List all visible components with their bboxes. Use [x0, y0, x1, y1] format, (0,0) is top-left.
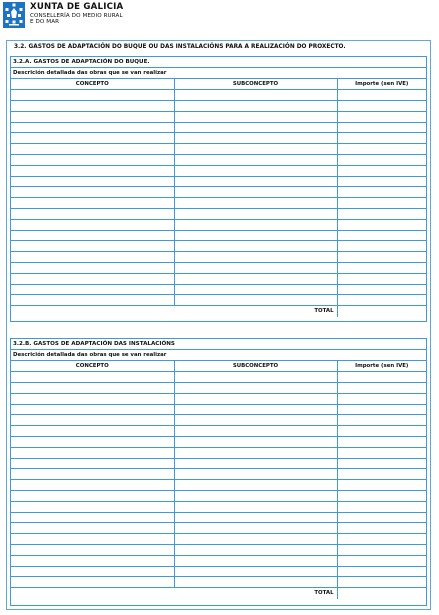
form-main-title: 3.2. GASTOS DE ADAPTACIÓN DO BUQUE OU DAS INSTALACIÓNS PARA A REALIZACIÓN DO PROXECTO. [14, 44, 346, 50]
subconcept-cell[interactable] [174, 415, 337, 426]
subconcept-cell[interactable] [174, 480, 337, 491]
amount-cell[interactable] [337, 230, 426, 241]
subconcept-cell[interactable] [174, 187, 337, 198]
amount-cell[interactable] [337, 437, 426, 448]
table-row [11, 263, 426, 274]
amount-cell[interactable] [337, 209, 426, 220]
table-row [11, 209, 426, 220]
department-line-2: E DO MAR [30, 19, 60, 26]
table-row [11, 273, 426, 284]
amount-cell[interactable] [337, 566, 426, 577]
amount-cell[interactable] [337, 501, 426, 512]
subconcept-cell[interactable] [174, 545, 337, 556]
concept-cell[interactable] [11, 198, 174, 209]
concept-cell[interactable] [11, 252, 174, 263]
concept-cell[interactable] [11, 545, 174, 556]
subconcept-cell[interactable] [174, 437, 337, 448]
section-title: 3.2.A. GASTOS DE ADAPTACIÓN DO BUQUE. [11, 57, 426, 68]
subconcept-cell[interactable] [174, 491, 337, 502]
table-row [11, 165, 426, 176]
amount-cell[interactable] [337, 273, 426, 284]
subconcept-cell[interactable] [174, 577, 337, 588]
column-header-amount: Importe (sen IVE) [337, 361, 426, 372]
section-description: Descrición detallada das obras que se van realizar [11, 68, 426, 79]
table-row [11, 566, 426, 577]
amount-cell[interactable] [337, 101, 426, 112]
amount-cell[interactable] [337, 480, 426, 491]
table-row [11, 534, 426, 545]
table-row [11, 555, 426, 566]
subconcept-cell[interactable] [174, 372, 337, 383]
amount-cell[interactable] [337, 426, 426, 437]
subconcept-cell[interactable] [174, 252, 337, 263]
subconcept-cell[interactable] [174, 284, 337, 295]
concept-cell[interactable] [11, 284, 174, 295]
concept-cell[interactable] [11, 90, 174, 101]
table-row [11, 176, 426, 187]
subconcept-cell[interactable] [174, 176, 337, 187]
table-row [11, 415, 426, 426]
amount-cell[interactable] [337, 512, 426, 523]
table-row [11, 155, 426, 166]
total-label: TOTAL [174, 588, 337, 599]
table-row [11, 90, 426, 101]
total-label: TOTAL [174, 306, 337, 317]
subconcept-cell[interactable] [174, 198, 337, 209]
amount-cell[interactable] [337, 165, 426, 176]
concept-cell[interactable] [11, 295, 174, 306]
table-row [11, 252, 426, 263]
amount-cell[interactable] [337, 155, 426, 166]
concept-cell[interactable] [11, 469, 174, 480]
amount-cell[interactable] [337, 555, 426, 566]
table-row [11, 458, 426, 469]
column-header-concept: CONCEPTO [11, 361, 174, 372]
amount-cell[interactable] [337, 447, 426, 458]
department-line-1: CONSELLERÍA DO MEDIO RURAL [30, 12, 123, 19]
section-title: 3.2.B. GASTOS DE ADAPTACIÓN DAS INSTALACIÓNS [11, 339, 426, 350]
amount-cell[interactable] [337, 372, 426, 383]
amount-cell[interactable] [337, 187, 426, 198]
amount-cell[interactable] [337, 144, 426, 155]
concept-cell[interactable] [11, 111, 174, 122]
concept-cell[interactable] [11, 534, 174, 545]
subconcept-cell[interactable] [174, 393, 337, 404]
table-row [11, 437, 426, 448]
concept-cell[interactable] [11, 437, 174, 448]
section-vessel-costs [10, 56, 427, 322]
concept-cell[interactable] [11, 426, 174, 437]
subconcept-cell[interactable] [174, 512, 337, 523]
subconcept-cell[interactable] [174, 155, 337, 166]
concept-cell[interactable] [11, 263, 174, 274]
concept-cell[interactable] [11, 480, 174, 491]
concept-cell[interactable] [11, 447, 174, 458]
concept-cell[interactable] [11, 133, 174, 144]
concept-cell[interactable] [11, 122, 174, 133]
concept-cell[interactable] [11, 555, 174, 566]
xunta-logo-icon [3, 2, 25, 28]
concept-cell[interactable] [11, 415, 174, 426]
amount-cell[interactable] [337, 404, 426, 415]
section-facility-costs [10, 338, 427, 606]
concept-cell[interactable] [11, 219, 174, 230]
total-spacer [11, 306, 174, 317]
table-row [11, 523, 426, 534]
table-row [11, 577, 426, 588]
table-row [11, 198, 426, 209]
subconcept-cell[interactable] [174, 383, 337, 394]
subconcept-cell[interactable] [174, 273, 337, 284]
concept-cell[interactable] [11, 566, 174, 577]
concept-cell[interactable] [11, 241, 174, 252]
subconcept-cell[interactable] [174, 523, 337, 534]
table-row [11, 122, 426, 133]
subconcept-cell[interactable] [174, 555, 337, 566]
amount-cell[interactable] [337, 545, 426, 556]
amount-cell[interactable] [337, 122, 426, 133]
table-row [11, 447, 426, 458]
amount-cell[interactable] [337, 241, 426, 252]
column-header-subconcept: SUBCONCEPTO [174, 361, 337, 372]
concept-cell[interactable] [11, 144, 174, 155]
table-row [11, 404, 426, 415]
concept-cell[interactable] [11, 273, 174, 284]
amount-cell[interactable] [337, 534, 426, 545]
subconcept-cell[interactable] [174, 295, 337, 306]
table-row [11, 512, 426, 523]
amount-cell[interactable] [337, 469, 426, 480]
subconcept-cell[interactable] [174, 111, 337, 122]
subconcept-cell[interactable] [174, 90, 337, 101]
concept-cell[interactable] [11, 501, 174, 512]
subconcept-cell[interactable] [174, 469, 337, 480]
amount-cell[interactable] [337, 577, 426, 588]
page-header [3, 2, 123, 32]
amount-cell[interactable] [337, 198, 426, 209]
table-row [11, 230, 426, 241]
amount-cell[interactable] [337, 491, 426, 502]
total-amount-cell[interactable] [337, 588, 426, 599]
concept-cell[interactable] [11, 491, 174, 502]
amount-cell[interactable] [337, 393, 426, 404]
costs-table [11, 361, 426, 599]
subconcept-cell[interactable] [174, 101, 337, 112]
concept-cell[interactable] [11, 209, 174, 220]
table-row [11, 241, 426, 252]
concept-cell[interactable] [11, 523, 174, 534]
amount-cell[interactable] [337, 295, 426, 306]
subconcept-cell[interactable] [174, 133, 337, 144]
subconcept-cell[interactable] [174, 458, 337, 469]
org-block [30, 2, 123, 26]
table-row [11, 393, 426, 404]
amount-cell[interactable] [337, 90, 426, 101]
table-row [11, 133, 426, 144]
table-row [11, 501, 426, 512]
table-row [11, 284, 426, 295]
total-row [11, 306, 426, 317]
concept-cell[interactable] [11, 230, 174, 241]
concept-cell[interactable] [11, 187, 174, 198]
concept-cell[interactable] [11, 512, 174, 523]
table-row [11, 545, 426, 556]
table-row [11, 469, 426, 480]
subconcept-cell[interactable] [174, 144, 337, 155]
amount-cell[interactable] [337, 176, 426, 187]
concept-cell[interactable] [11, 458, 174, 469]
table-row [11, 187, 426, 198]
amount-cell[interactable] [337, 133, 426, 144]
subconcept-cell[interactable] [174, 263, 337, 274]
concept-cell[interactable] [11, 101, 174, 112]
amount-cell[interactable] [337, 523, 426, 534]
subconcept-cell[interactable] [174, 122, 337, 133]
amount-cell[interactable] [337, 383, 426, 394]
amount-cell[interactable] [337, 284, 426, 295]
table-row [11, 372, 426, 383]
table-row [11, 383, 426, 394]
table-row [11, 295, 426, 306]
org-name: XUNTA DE GALICIA [30, 2, 124, 12]
subconcept-cell[interactable] [174, 404, 337, 415]
table-row [11, 491, 426, 502]
column-header-concept: CONCEPTO [11, 79, 174, 90]
concept-cell[interactable] [11, 577, 174, 588]
subconcept-cell[interactable] [174, 241, 337, 252]
subconcept-cell[interactable] [174, 447, 337, 458]
amount-cell[interactable] [337, 252, 426, 263]
costs-table [11, 79, 426, 317]
table-row [11, 101, 426, 112]
table-row [11, 219, 426, 230]
column-header-subconcept: SUBCONCEPTO [174, 79, 337, 90]
subconcept-cell[interactable] [174, 219, 337, 230]
subconcept-cell[interactable] [174, 230, 337, 241]
amount-cell[interactable] [337, 111, 426, 122]
concept-cell[interactable] [11, 176, 174, 187]
table-row [11, 426, 426, 437]
amount-cell[interactable] [337, 415, 426, 426]
subconcept-cell[interactable] [174, 501, 337, 512]
subconcept-cell[interactable] [174, 534, 337, 545]
total-spacer [11, 588, 174, 599]
concept-cell[interactable] [11, 372, 174, 383]
subconcept-cell[interactable] [174, 209, 337, 220]
concept-cell[interactable] [11, 383, 174, 394]
total-row [11, 588, 426, 599]
concept-cell[interactable] [11, 155, 174, 166]
subconcept-cell[interactable] [174, 426, 337, 437]
subconcept-cell[interactable] [174, 165, 337, 176]
column-header-amount: Importe (sen IVE) [337, 79, 426, 90]
amount-cell[interactable] [337, 458, 426, 469]
concept-cell[interactable] [11, 393, 174, 404]
table-header-row [11, 79, 426, 90]
section-description: Descrición detallada das obras que se van realizar [11, 350, 426, 361]
amount-cell[interactable] [337, 219, 426, 230]
amount-cell[interactable] [337, 263, 426, 274]
concept-cell[interactable] [11, 404, 174, 415]
concept-cell[interactable] [11, 165, 174, 176]
form-frame [6, 40, 431, 610]
total-amount-cell[interactable] [337, 306, 426, 317]
table-row [11, 480, 426, 491]
table-header-row [11, 361, 426, 372]
table-row [11, 144, 426, 155]
subconcept-cell[interactable] [174, 566, 337, 577]
table-row [11, 111, 426, 122]
